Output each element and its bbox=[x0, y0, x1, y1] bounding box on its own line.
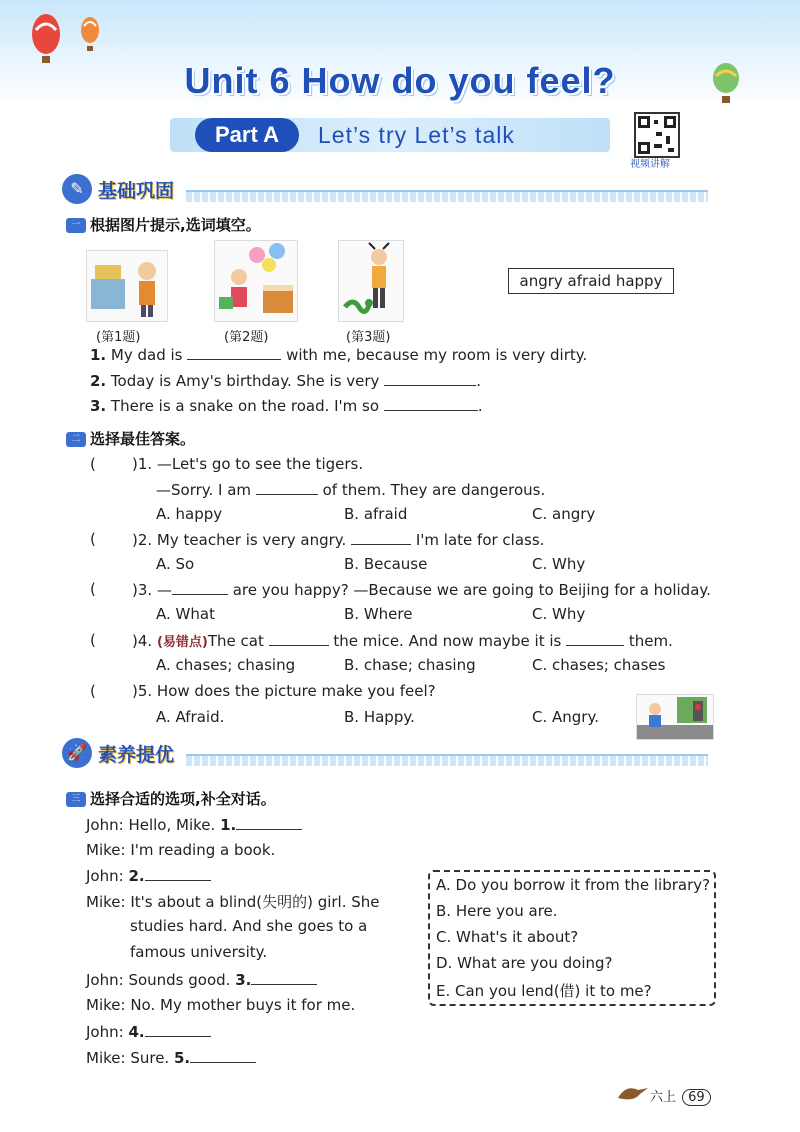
task1-sentence-3: 3. There is a snake on the road. I'm so . bbox=[90, 397, 483, 415]
answer-blank[interactable] bbox=[384, 396, 478, 411]
section2-divider bbox=[186, 754, 708, 766]
paren[interactable]: ( bbox=[90, 530, 96, 548]
dialogue-line-5: studies hard. And she goes to a bbox=[130, 917, 368, 935]
paren[interactable]: ( bbox=[90, 682, 96, 700]
q3-option-b[interactable]: B. Where bbox=[344, 605, 413, 623]
section1-divider bbox=[186, 190, 708, 202]
qr-code-icon[interactable] bbox=[634, 112, 680, 158]
answer-blank[interactable] bbox=[145, 1022, 211, 1037]
section1-title: 基础巩固 bbox=[98, 180, 175, 202]
answer-blank[interactable] bbox=[236, 815, 302, 830]
task2-badge: 二 bbox=[66, 432, 86, 447]
q1-option-c[interactable]: C. angry bbox=[532, 505, 596, 523]
pic-caption-1: (第1题) bbox=[96, 330, 141, 345]
lesson-titles: Let’s try Let’s talk bbox=[318, 122, 515, 148]
dialogue-line-10: Mike: Sure. 5. bbox=[86, 1048, 256, 1067]
rocket-icon: 🚀 bbox=[62, 738, 92, 768]
answer-blank[interactable] bbox=[384, 371, 476, 386]
paren[interactable]: ( bbox=[90, 455, 96, 473]
word-bank: angry afraid happy bbox=[508, 268, 674, 294]
option-d[interactable]: D. What are you doing? bbox=[436, 954, 613, 972]
page-number: 69 bbox=[682, 1089, 711, 1106]
q1-line1: )1. —Let's go to see the tigers. bbox=[132, 455, 364, 473]
q1-option-b[interactable]: B. afraid bbox=[344, 505, 408, 523]
angry-dad-messy-room-image bbox=[86, 250, 168, 322]
pic-caption-3: (第3题) bbox=[346, 330, 391, 345]
pencil-icon: ✎ bbox=[62, 174, 92, 204]
task1-instruction: 根据图片提示,选词填空。 bbox=[90, 216, 261, 234]
task3-badge: 三 bbox=[66, 792, 86, 807]
unit-title: Unit 6 How do you feel? bbox=[184, 60, 616, 101]
answer-blank[interactable] bbox=[566, 631, 624, 646]
q2-option-b[interactable]: B. Because bbox=[344, 555, 428, 573]
q5-option-c[interactable]: C. Angry. bbox=[532, 708, 599, 726]
dialogue-line-9: John: 4. bbox=[86, 1022, 211, 1041]
dialogue-line-8: Mike: No. My mother buys it for me. bbox=[86, 996, 356, 1014]
task1-sentence-2: 2. Today is Amy's birthday. She is very . bbox=[90, 372, 481, 390]
option-c[interactable]: C. What's it about? bbox=[436, 928, 579, 946]
q4-question: )4. (易错点)The cat the mice. And now maybe it is them. bbox=[132, 632, 673, 650]
answer-blank[interactable] bbox=[190, 1048, 256, 1063]
q3-question: )3. — are you happy? —Because we are going to Beijing for a holiday. bbox=[132, 581, 711, 599]
answer-blank[interactable] bbox=[269, 631, 329, 646]
part-label: Part A bbox=[195, 118, 299, 152]
q4-option-b[interactable]: B. chase; chasing bbox=[344, 656, 476, 674]
qr-caption: 视频讲解 bbox=[630, 159, 670, 170]
q3-option-a[interactable]: A. What bbox=[156, 605, 215, 623]
pic-caption-2: (第2题) bbox=[224, 330, 269, 345]
paren[interactable]: ( bbox=[90, 580, 96, 598]
q5-option-b[interactable]: B. Happy. bbox=[344, 708, 415, 726]
dialogue-line-7: John: Sounds good. 3. bbox=[86, 970, 317, 989]
girl-and-snake-image bbox=[338, 240, 404, 322]
dialogue-line-6: famous university. bbox=[130, 943, 268, 961]
answer-blank[interactable] bbox=[351, 530, 411, 545]
answer-blank[interactable] bbox=[251, 970, 317, 985]
option-b[interactable]: B. Here you are. bbox=[436, 902, 558, 920]
answer-blank[interactable] bbox=[256, 480, 318, 495]
birthday-girl-image bbox=[214, 240, 298, 322]
q4-option-a[interactable]: A. chases; chasing bbox=[156, 656, 296, 674]
error-prone-tag: (易错点) bbox=[156, 635, 208, 650]
q2-option-a[interactable]: A. So bbox=[156, 555, 195, 573]
option-a[interactable]: A. Do you borrow it from the library? bbox=[436, 876, 711, 894]
q5-option-a[interactable]: A. Afraid. bbox=[156, 708, 225, 726]
bird-icon bbox=[616, 1082, 650, 1102]
page-footer bbox=[650, 1086, 711, 1106]
q1-option-a[interactable]: A. happy bbox=[156, 505, 223, 523]
q2-option-c[interactable]: C. Why bbox=[532, 555, 586, 573]
answer-blank[interactable] bbox=[172, 580, 228, 595]
q5-question: )5. How does the picture make you feel? bbox=[132, 682, 436, 700]
answer-blank[interactable] bbox=[145, 866, 211, 881]
q2-question: )2. My teacher is very angry. I'm late for class. bbox=[132, 531, 545, 549]
dialogue-line-4: Mike: It's about a blind(失明的) girl. She bbox=[86, 893, 380, 911]
boy-crossing-road-image bbox=[636, 694, 714, 740]
q1-line2: —Sorry. I am of them. They are dangerous. bbox=[156, 481, 546, 499]
dialogue-line-3: John: 2. bbox=[86, 866, 211, 885]
q3-option-c[interactable]: C. Why bbox=[532, 605, 586, 623]
dialogue-line-2: Mike: I'm reading a book. bbox=[86, 841, 276, 859]
grade-label: 六上 bbox=[650, 1090, 677, 1105]
dialogue-line-1: John: Hello, Mike. 1. bbox=[86, 815, 302, 834]
answer-blank[interactable] bbox=[187, 345, 281, 360]
paren[interactable]: ( bbox=[90, 631, 96, 649]
task3-instruction: 选择合适的选项,补全对话。 bbox=[90, 790, 276, 808]
task2-instruction: 选择最佳答案。 bbox=[90, 430, 196, 448]
task1-sentence-1: 1. My dad is with me, because my room is very dirty. bbox=[90, 346, 588, 364]
task1-badge: 一 bbox=[66, 218, 86, 233]
section2-title: 素养提优 bbox=[98, 744, 175, 766]
option-e[interactable]: E. Can you lend(借) it to me? bbox=[436, 982, 652, 1000]
q4-option-c[interactable]: C. chases; chases bbox=[532, 656, 666, 674]
